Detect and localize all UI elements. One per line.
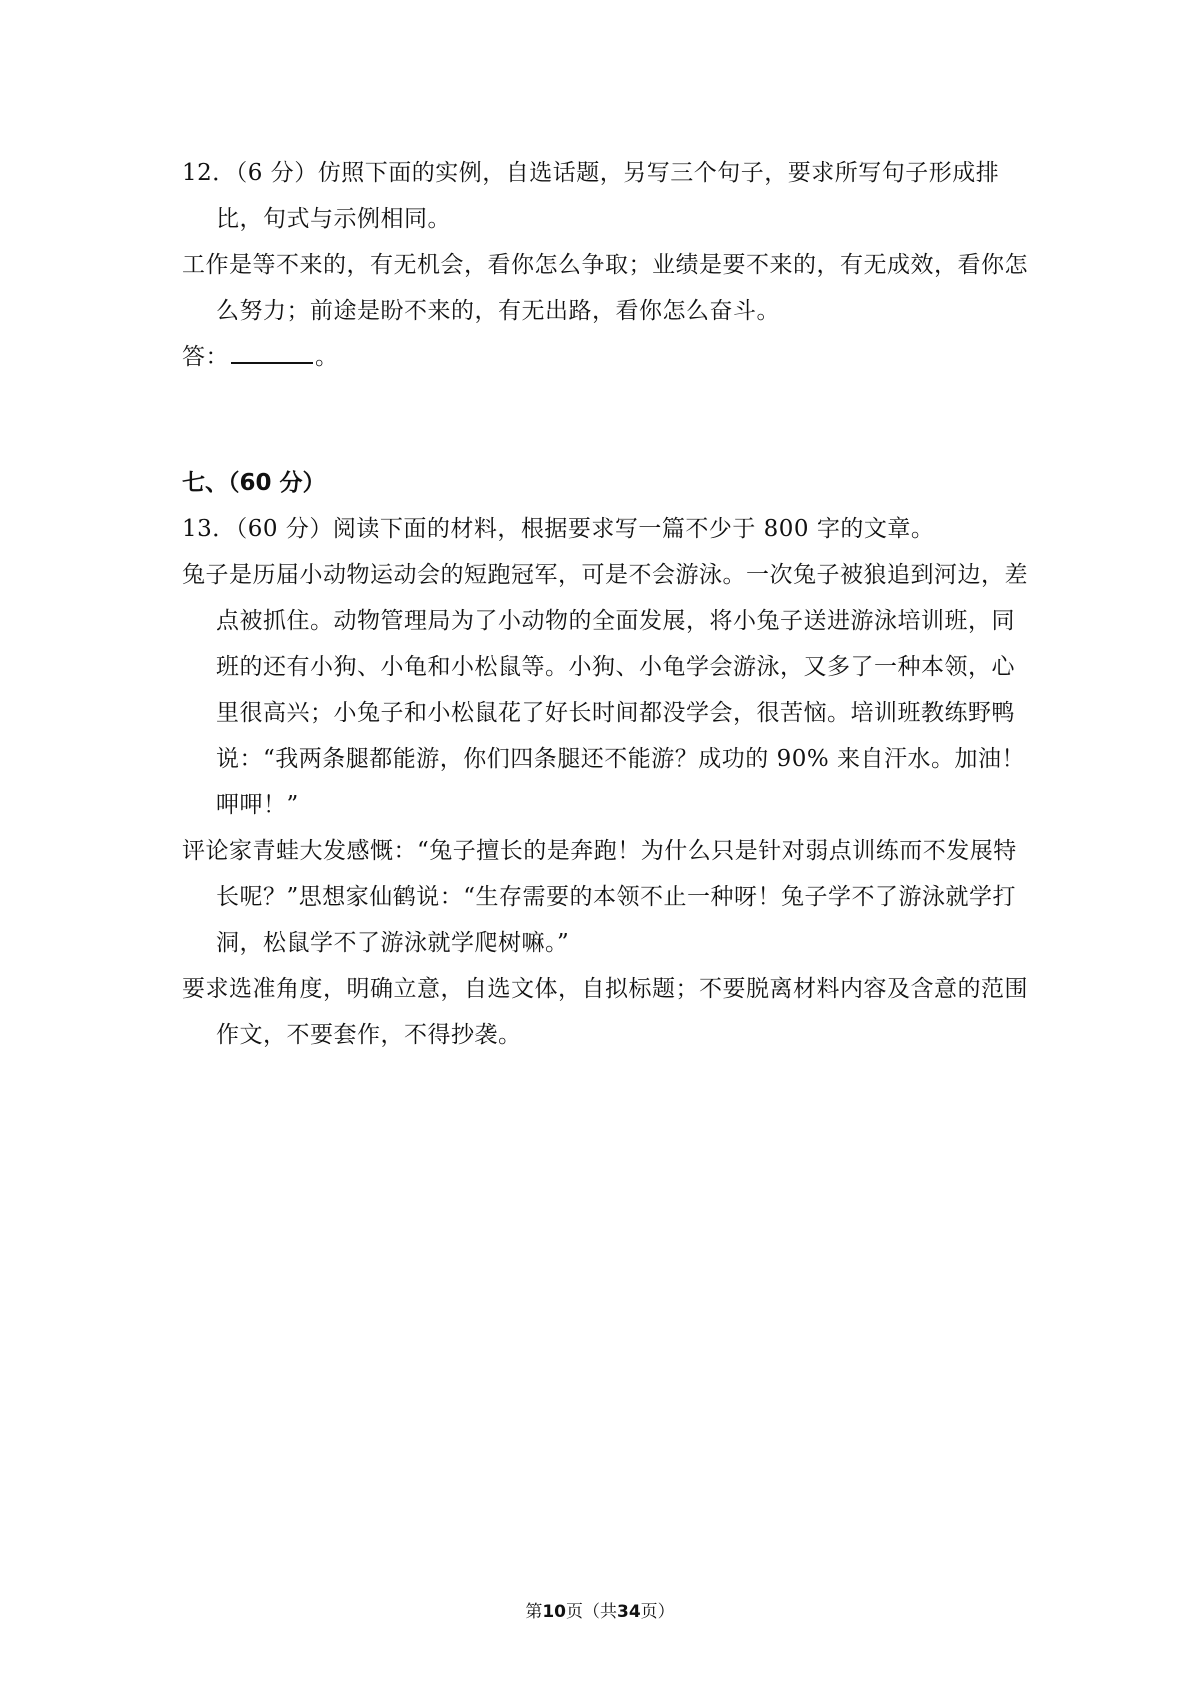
answer-end: 。	[315, 344, 339, 370]
footer-page-number: 10	[542, 1602, 566, 1622]
question-12-example: 工作是等不来的，有无机会，看你怎么争取；业绩是要不来的，有无成效，看你怎么努力；前途是盼不来的，有无出路，看你怎么奋斗。	[182, 252, 1028, 324]
question-12-prompt: 12．（6 分）仿照下面的实例，自选话题，另写三个句子，要求所写句子形成排比，句式与示例相同。	[182, 160, 1000, 232]
question-13-prompt: 13．（60 分）阅读下面的材料，根据要求写一篇不少于 800 字的文章。	[182, 516, 935, 542]
section-7-title: 七、（60 分）	[182, 470, 326, 496]
answer-blank[interactable]	[231, 340, 313, 364]
question-12-answer	[182, 334, 1032, 380]
footer-prefix: 第	[525, 1602, 543, 1622]
page-content	[182, 150, 1032, 1058]
footer-suffix: 页）	[640, 1602, 675, 1622]
question-13-requirement: 要求选准角度，明确立意，自选文体，自拟标题；不要脱离材料内容及含意的范围作文，不要套作，不得抄袭。	[182, 976, 1028, 1048]
page-footer	[0, 1597, 1200, 1622]
answer-label: 答：	[182, 344, 229, 370]
section-gap	[182, 380, 1032, 460]
question-13-material-1: 兔子是历届小动物运动会的短跑冠军，可是不会游泳。一次兔子被狼追到河边，差点被抓住。动物管理局为了小动物的全面发展，将小兔子送进游泳培训班，同班的还有小狗、小龟和小松鼠等。小狗、小龟学会游泳，又多了一种本领，心里很高兴；小兔子和小松鼠花了好长时间都没学会，很苦恼。培训班教练野鸭说：“我两条腿都能游，你们四条腿还不能游？成功的 90% 来自汗水。加油！呷呷！”	[182, 562, 1028, 818]
question-13-material-2: 评论家青蛙大发感慨：“兔子擅长的是奔跑！为什么只是针对弱点训练而不发展特长呢？”思想家仙鹤说：“生存需要的本领不止一种呀！兔子学不了游泳就学打洞，松鼠学不了游泳就学爬树嘛。”	[182, 838, 1017, 956]
footer-middle: 页（共	[566, 1602, 617, 1622]
footer-total-pages: 34	[617, 1602, 641, 1622]
